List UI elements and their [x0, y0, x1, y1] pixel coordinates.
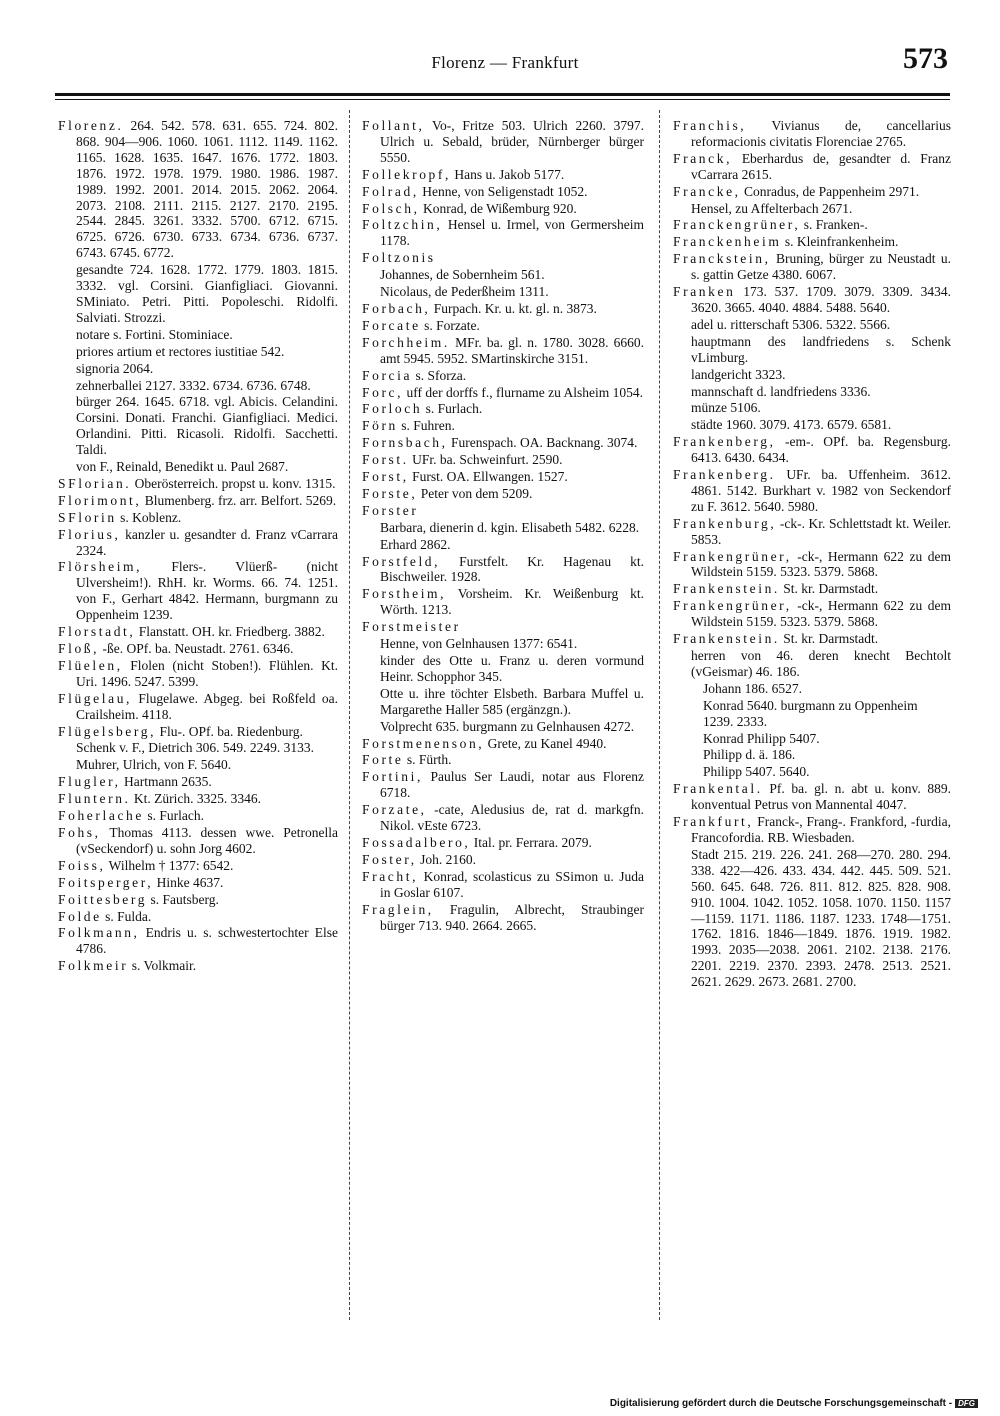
entry-text: Thomas 4113. dessen wwe. Petronella (vSeckendorf) u. sohn Jorg 4602. — [76, 824, 338, 856]
index-entry — [58, 527, 338, 559]
entry-text: Oberösterreich. propst u. konv. 1315. — [134, 475, 336, 491]
entry-headword: Floß, — [58, 641, 100, 656]
index-entry — [673, 598, 951, 630]
index-entry — [673, 814, 951, 846]
entry-headword: Flügelsberg, — [58, 723, 157, 739]
entry-subline: zehnerballei 2127. 3332. 6734. 6736. 6748. — [76, 377, 311, 393]
page-number: 573 — [903, 42, 948, 75]
index-entry — [673, 234, 951, 250]
index-entry — [673, 549, 951, 581]
entry-headword: Fraglein, — [362, 901, 434, 917]
index-entry — [362, 217, 644, 249]
entry-text: s. Koblenz. — [120, 509, 182, 525]
entry-text: Flers-. Vlüerß- (nicht Ulversheim!). RhH. kr. Worms. 66. 74. 1251. von F., Gerhart 4842. Hermann, burgmann zu Oppenheim 1239. — [76, 559, 338, 623]
entry-headword: Forste, — [362, 485, 418, 501]
entry-text: Ital. pr. Ferrara. 2079. — [473, 834, 592, 850]
column-divider-1 — [349, 110, 350, 1320]
index-entry — [58, 691, 338, 723]
index-entry — [58, 118, 338, 261]
index-entry — [58, 808, 338, 824]
entry-subline-nested: Konrad Philipp 5407. — [703, 730, 820, 746]
entry-subline: bürger 264. 1645. 6718. vgl. Abicis. Celandini. Corsini. Donati. Franchi. Gianfigliaci. Medici. Orlandini. Pitti. Ricasoli. Ridolfi. Sacchetti. Taldi. — [76, 394, 338, 458]
entry-headword: Folrad, — [362, 183, 419, 199]
entry-text: Franck-, Frang-. Frankford, -furdia, Francofordia. RB. Wiesbaden. — [691, 814, 951, 845]
entry-headword: Förn — [362, 418, 398, 434]
entry-headword: Florstadt, — [58, 624, 136, 640]
entry-text: Vorsheim. Kr. Weißenburg kt. Wörth. 1213. — [380, 586, 644, 618]
entry-headword: Foitsperger, — [58, 874, 154, 890]
entry-text: Furst. OA. Ellwangen. 1527. — [412, 469, 568, 485]
entry-subline-nested: Konrad 5640. burgmann zu Oppenheim 1239. 2333. — [703, 697, 918, 729]
entry-headword: Forzate, — [362, 802, 427, 818]
entry-subline: priores artium et rectores iustitiae 542. — [76, 343, 285, 359]
entry-subline-nested: Philipp 5407. 5640. — [703, 764, 810, 780]
entry-text: -cate, Aledusius de, rat d. markgfn. Nikol. vEste 6723. — [380, 802, 644, 834]
entry-text: Peter von dem 5209. — [420, 485, 533, 501]
entry-headword: Fluntern. — [58, 791, 131, 807]
index-entry — [362, 835, 644, 851]
entry-text: Hinke 4637. — [156, 874, 224, 890]
entry-text: s. Sforza. — [415, 367, 467, 383]
entry-headword: Frankenberg. — [673, 467, 776, 483]
entry-headword: Frankengrüner, — [673, 548, 792, 564]
dfg-logo: DFG — [955, 1399, 978, 1408]
entry-headword: Forstmenenson, — [362, 735, 485, 751]
entry-headword: Frankenburg, — [673, 515, 777, 531]
index-entry — [362, 401, 644, 417]
entry-text: -ck-, Hermann 622 zu dem Wildstein 5159. 5323. 5379. 5868. — [691, 548, 952, 580]
entry-headword: Flüelen, — [58, 657, 123, 673]
entry-headword: Fornsbach, — [362, 435, 448, 451]
entry-text: s. Kleinfrankenheim. — [784, 234, 899, 250]
entry-headword: Foltzonis — [362, 250, 436, 266]
header-rule-thick — [55, 93, 950, 96]
entry-headword: Frankenstein. — [673, 631, 780, 647]
entry-text: Flugelawe. Abgeg. bei Roßfeld oa. Crailsheim. 4118. — [76, 690, 338, 722]
entry-headword: Forstmeister — [362, 619, 461, 635]
entry-text: Furpach. Kr. u. kt. gl. n. 3873. — [433, 300, 597, 316]
index-entry — [58, 858, 338, 874]
entry-text: s. Forzate. — [424, 317, 480, 333]
running-title: Florenz — Frankfurt — [431, 53, 579, 72]
column-divider-2 — [659, 110, 660, 1320]
index-entry — [362, 736, 644, 752]
index-entry — [58, 724, 338, 740]
index-entry — [673, 467, 951, 515]
entry-text: Konrad, scolasticus zu SSimon u. Juda in Goslar 6107. — [380, 868, 644, 900]
index-entry — [673, 284, 951, 316]
index-entry — [673, 251, 951, 283]
entry-text: Conradus, de Pappenheim 2971. — [744, 183, 920, 199]
entry-subline: Barbara, dienerin d. kgin. Elisabeth 5482. 6228. — [380, 519, 640, 535]
entry-subline: Henne, von Gelnhausen 1377: 6541. — [380, 636, 578, 652]
entry-subline: Hensel, zu Affelterbach 2671. — [691, 200, 853, 216]
entry-text: Pf. ba. gl. n. abt u. konv. 889. konventual Petrus von Mannental 4047. — [691, 781, 951, 813]
entry-text: UFr. ba. Uffenheim. 3612. 4861. 5142. Burkhart v. 1982 von Seckendorf zu F. 3612. 5640. 5980. — [691, 467, 952, 514]
entry-text: Grete, zu Kanel 4940. — [487, 735, 607, 751]
entry-text: Flu-. OPf. ba. Riedenburg. — [159, 723, 303, 739]
entry-subline: Schenk v. F., Dietrich 306. 549. 2249. 3133. — [76, 740, 315, 756]
entry-subline: landgericht 3323. — [691, 366, 786, 382]
entry-text: kanzler u. gesandter d. Franz vCarrara 2324. — [76, 526, 339, 558]
index-entry — [58, 510, 338, 526]
entry-text: Furstfelt. Kr. Hagenau kt. Bischweiler. 1928. — [380, 553, 645, 585]
entry-headword: Fracht, — [362, 868, 419, 884]
entry-headword: Forst. — [362, 452, 409, 468]
entry-text: -ck-, Hermann 622 zu dem Wildstein 5159. 5323. 5379. 5868. — [691, 598, 952, 630]
entry-headword: Foherlache — [58, 808, 144, 824]
index-entry — [673, 118, 951, 150]
index-entry — [58, 624, 338, 640]
entry-text: s. Fuhren. — [401, 418, 455, 434]
footer-text: Digitalisierung gefördert durch die Deutsche Forschungsgemeinschaft - — [609, 1398, 953, 1409]
entry-text: UFr. ba. Schweinfurt. 2590. — [412, 452, 563, 468]
entry-headword: Forstheim, — [362, 586, 447, 602]
index-entry — [362, 167, 644, 183]
entry-subline: Erhard 2862. — [380, 536, 451, 552]
entry-subline: städte 1960. 3079. 4173. 6579. 6581. — [691, 417, 892, 433]
index-entry — [362, 201, 644, 217]
entry-subline: von F., Reinald, Benedikt u. Paul 2687. — [76, 459, 289, 475]
entry-headword: Forbach, — [362, 300, 431, 316]
entry-headword: SFlorin — [58, 509, 117, 525]
entry-headword: Florenz. — [58, 118, 124, 133]
index-entry — [362, 769, 644, 801]
column-3 — [673, 118, 951, 991]
entry-text: -ße. OPf. ba. Neustadt. 2761. 6346. — [102, 641, 294, 656]
entry-headword: SFlorian. — [58, 475, 132, 491]
entry-text: Hensel u. Irmel, von Germersheim 1178. — [380, 217, 645, 249]
entry-headword: Forcia — [362, 367, 413, 383]
index-entry — [58, 476, 338, 492]
entry-headword: Foittesberg — [58, 891, 148, 907]
entry-subline: gesandte 724. 1628. 1772. 1779. 1803. 1815. 3332. vgl. Corsini. Gianfigliaci. Giovanni. SMiniato. Petri. Pitti. Popoleschi. Ridolfi. Salviati. Strozzi. — [76, 262, 338, 325]
entry-headword: Foltzchin, — [362, 217, 443, 233]
entry-headword: Flugler, — [58, 774, 121, 790]
entry-text: Fragulin, Albrecht, Straubinger bürger 713. 940. 2664. 2665. — [380, 901, 645, 933]
entry-headword: Follekropf, — [362, 166, 451, 182]
index-entry — [58, 892, 338, 908]
entry-headword: Folkmeir — [58, 958, 129, 974]
entry-headword: Franckstein, — [673, 251, 771, 267]
entry-text: Flolen (nicht Stoben!). Flühlen. Kt. Uri. 1496. 5247. 5399. — [76, 657, 338, 689]
index-entry — [362, 869, 644, 901]
index-entry — [362, 435, 644, 451]
entry-subline: herren von 46. deren knecht Bechtolt (vGeismar) 46. 186. — [691, 648, 951, 679]
entry-headword: Folde — [58, 908, 102, 924]
entry-subline: Muhrer, Ulrich, von F. 5640. — [76, 757, 232, 773]
index-entry — [673, 217, 951, 233]
entry-headword: Forchheim. — [362, 334, 450, 350]
entry-text: Vivianus de, cancellarius reformacionis civitatis Florenciae 2765. — [691, 118, 952, 149]
entry-text: Kt. Zürich. 3325. 3346. — [133, 791, 262, 807]
entry-headword: Forst, — [362, 469, 409, 485]
entry-text: MFr. ba. gl. n. 1780. 3028. 6660. amt 5945. 5952. SMartinskirche 3151. — [380, 334, 645, 366]
entry-headword: Fortini, — [362, 769, 423, 785]
entry-subline: notare s. Fortini. Stominiace. — [76, 326, 233, 342]
entry-headword: Florimont, — [58, 492, 142, 508]
entry-subline: signoria 2064. — [76, 360, 154, 376]
entry-headword: Forster — [362, 502, 419, 518]
entry-headword: Florius, — [58, 526, 121, 542]
entry-headword: Frankenstein. — [673, 581, 780, 597]
index-entry — [362, 586, 644, 618]
entry-text: 173. 537. 1709. 3079. 3309. 3434. 3620. 3665. 4040. 4884. 5488. 5640. — [691, 284, 952, 315]
entry-text: Furenspach. OA. Backnang. 3074. — [451, 435, 638, 451]
index-entry — [362, 852, 644, 868]
entry-subline: Stadt 215. 219. 226. 241. 268—270. 280. 294. 338. 422—426. 433. 434. 442. 445. 509. 521. 560. 645. 648. 726. 811. 812. 825. 828. 908. 910. 1004. 1042. 1052. 1058. 1070. 1150. 1157—1159. 1171. 1186. 1187. 1233. 1748—1751. 1762. 1816. 1846—1849. 1876. 1919. 1982. 1993. 2035—2038. 2061. 2102. 2138. 2176. 2201. 2219. 2370. 2393. 2478. 2513. 2521. 2621. 2629. 2673. 2681. 2700. — [691, 846, 951, 990]
entry-headword: Forloch — [362, 401, 423, 417]
index-entry — [362, 250, 644, 266]
entry-text: Paulus Ser Laudi, notar aus Florenz 6718. — [380, 769, 645, 801]
entry-text: s. Franken-. — [803, 217, 868, 233]
index-entry — [58, 658, 338, 690]
entry-subline: mannschaft d. landfriedens 3336. — [691, 383, 871, 399]
entry-text: Hartmann 2635. — [124, 774, 212, 790]
entry-subline: Volprecht 635. burgmann zu Gelnhausen 4272. — [380, 718, 635, 734]
index-entry — [362, 452, 644, 468]
entry-headword: Forte — [362, 752, 404, 768]
entry-headword: Fossadalbero, — [362, 834, 471, 850]
entry-text: Bruning, bürger zu Neustadt u. s. gattin Getze 4380. 6067. — [691, 251, 951, 283]
entry-headword: Fohs, — [58, 824, 101, 840]
index-entry — [362, 752, 644, 768]
entry-headword: Franckengrüner, — [673, 217, 801, 233]
index-entry — [362, 368, 644, 384]
entry-text: Vo-, Fritze 503. Ulrich 2260. 3797. Ulrich u. Sebald, brüder, Nürnberger bürger 5550. — [380, 118, 644, 165]
entry-text: -em-. OPf. ba. Regensburg. 6413. 6430. 6434. — [691, 434, 951, 466]
entry-subline-nested: Johann 186. 6527. — [703, 680, 802, 696]
entry-headword: Franchis, — [673, 118, 747, 133]
entry-text: 264. 542. 578. 631. 655. 724. 802. 868. 904—906. 1060. 1061. 1112. 1149. 1162. 1165. 1628. 1635. 1647. 1676. 1772. 1803. 1876. 1972. 1978. 1979. 1980. 1986. 1987. 1989. 1992. 2001. 2014. 2015. 2062. 2064. 2073. 2108. 2111. 2115. 2127. 2170. 2195. 2544. 2845. 3261. 3332. 5700. 6712. 6715. 6725. 6726. 6730. 6733. 6734. 6736. 6737. 6743. 6745. 6772. — [76, 118, 339, 261]
index-entry — [362, 503, 644, 519]
entry-text: St. kr. Darmstadt. — [783, 631, 879, 647]
entry-headword: Forcate — [362, 317, 421, 333]
entry-subline: Johannes, de Sobernheim 561. — [380, 267, 545, 283]
index-entry — [673, 151, 951, 183]
entry-headword: Folkmann, — [58, 925, 140, 941]
index-entry — [362, 385, 644, 401]
entry-text: Henne, von Seligenstadt 1052. — [422, 183, 588, 199]
entry-text: Blumenberg. frz. arr. Belfort. 5269. — [144, 492, 337, 508]
entry-text: St. kr. Darmstadt. — [783, 581, 879, 597]
entry-headword: Flügelau, — [58, 690, 133, 706]
entry-headword: Folsch, — [362, 200, 420, 216]
index-entry — [58, 791, 338, 807]
index-entry — [362, 301, 644, 317]
index-entry — [362, 902, 644, 934]
entry-text: s. Fulda. — [105, 908, 152, 924]
entry-text: Wilhelm † 1377: 6542. — [108, 857, 234, 873]
column-2 — [362, 118, 644, 934]
index-entry — [362, 418, 644, 434]
entry-subline: hauptmann des landfriedens s. Schenk vLimburg. — [691, 333, 951, 365]
column-1 — [58, 118, 338, 975]
index-entry — [362, 554, 644, 586]
entry-text: s. Volkmair. — [131, 958, 197, 974]
footer-credit — [610, 1398, 978, 1409]
entry-headword: Forc, — [362, 384, 404, 400]
entry-text: s. Fautsberg. — [150, 891, 219, 907]
entry-text: s. Furlach. — [147, 808, 204, 824]
entry-subline: adel u. ritterschaft 5306. 5322. 5566. — [691, 316, 891, 332]
index-entry — [362, 118, 644, 166]
entry-text: uff der dorffs f., flurname zu Alsheim 1054. — [406, 384, 643, 400]
entry-headword: Follant, — [362, 118, 425, 133]
index-entry — [58, 825, 338, 857]
entry-subline: Nicolaus, de Pederßheim 1311. — [380, 284, 549, 300]
index-entry — [58, 493, 338, 509]
entry-headword: Forstfeld, — [362, 553, 441, 569]
index-entry — [673, 631, 951, 647]
entry-headword: Franken — [673, 284, 736, 300]
index-entry — [362, 318, 644, 334]
entry-text: Joh. 2160. — [420, 851, 477, 867]
index-entry — [673, 434, 951, 466]
entry-text: -ck-. Kr. Schlettstadt kt. Weiler. 5853. — [691, 515, 951, 547]
header-rule-thin — [55, 99, 950, 100]
index-entry — [362, 619, 644, 635]
entry-text: Hans u. Jakob 5177. — [454, 166, 565, 182]
index-entry — [673, 781, 951, 813]
entry-text: s. Fürth. — [406, 752, 452, 768]
index-entry — [673, 516, 951, 548]
entry-headword: Foiss, — [58, 857, 106, 873]
index-entry — [362, 184, 644, 200]
entry-headword: Frankental. — [673, 781, 763, 797]
entry-text: Flanstatt. OH. kr. Friedberg. 3882. — [138, 624, 325, 640]
index-entry — [58, 774, 338, 790]
entry-headword: Franckenheim — [673, 234, 782, 250]
entry-headword: Frankfurt, — [673, 814, 754, 830]
entry-subline-nested: Philipp d. ä. 186. — [703, 747, 796, 763]
entry-text: Endris u. s. schwestertochter Else 4786. — [76, 925, 339, 957]
entry-headword: Frankengrüner, — [673, 598, 792, 614]
entry-text: s. Furlach. — [425, 401, 483, 417]
entry-text: Konrad, de Wißemburg 920. — [422, 200, 577, 216]
entry-headword: Francke, — [673, 183, 741, 199]
entry-headword: Franck, — [673, 150, 733, 166]
entry-headword: Frankenberg, — [673, 434, 776, 450]
entry-headword: Flörsheim, — [58, 559, 143, 575]
index-entry — [362, 469, 644, 485]
index-entry — [58, 925, 338, 957]
entry-headword: Foster, — [362, 851, 417, 867]
index-entry — [58, 958, 338, 974]
entry-subline: Otte u. ihre töchter Elsbeth. Barbara Muffel u. Margarethe Haller 585 (ergänzgn.). — [380, 685, 644, 717]
index-entry — [362, 486, 644, 502]
index-entry — [58, 875, 338, 891]
entry-subline: kinder des Otte u. Franz u. deren vormund Heinr. Schopphor 345. — [380, 653, 644, 684]
entry-subline: münze 5106. — [691, 400, 761, 416]
index-entry — [58, 559, 338, 623]
index-entry — [362, 335, 644, 367]
index-entry — [673, 581, 951, 597]
index-entry — [362, 802, 644, 834]
entry-text: Eberhardus de, gesandter d. Franz vCarrara 2615. — [691, 150, 951, 182]
index-entry — [673, 184, 951, 200]
index-entry — [58, 641, 338, 657]
index-entry — [58, 909, 338, 925]
